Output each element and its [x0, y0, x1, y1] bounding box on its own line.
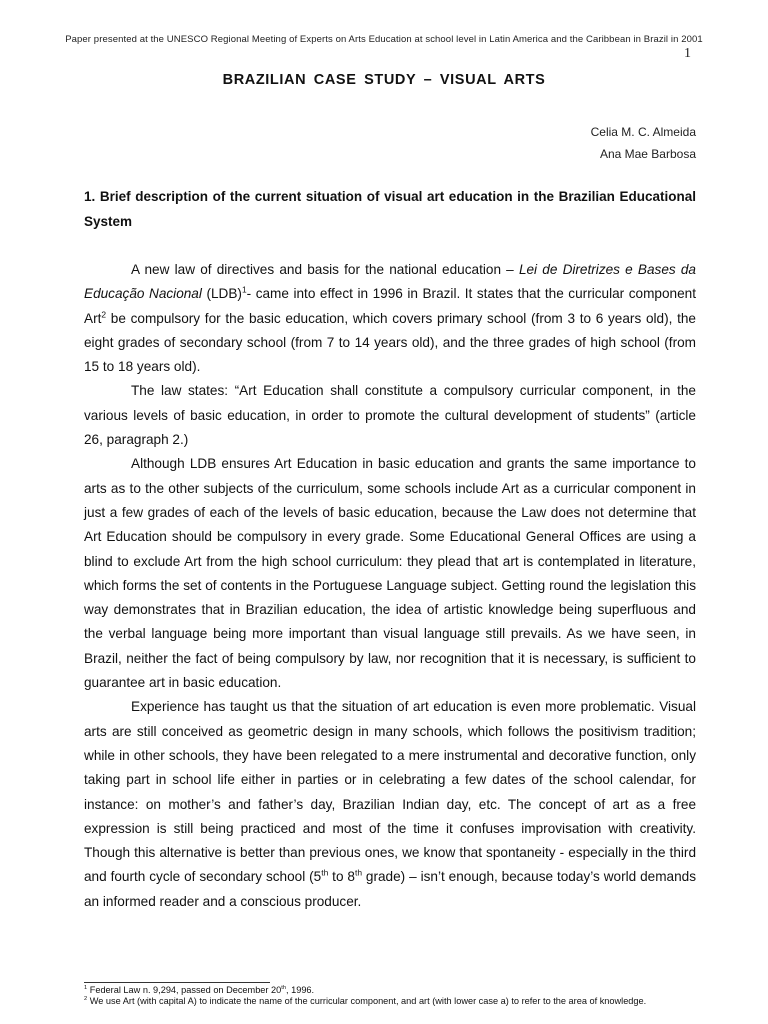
ordinal-suffix: th	[354, 867, 363, 878]
footnote-divider	[84, 982, 270, 983]
paragraph-text: - came into effect in 1996 in Brazil. It states that the curricular component Art	[84, 286, 696, 326]
footnote-mark: 2	[84, 995, 88, 1002]
paragraph	[84, 695, 696, 914]
author-name: Ana Mae Barbosa	[599, 147, 696, 161]
footnote-text: , 1996.	[286, 985, 315, 995]
footnote-text: Federal Law n. 9,294, passed on December 20	[87, 985, 282, 995]
ordinal-suffix: th	[281, 984, 286, 991]
author-name: Celia M. C. Almeida	[590, 125, 696, 139]
footnote-ref[interactable]: 2	[101, 309, 107, 320]
body-text	[84, 258, 696, 914]
page-title: BRAZILIAN CASE STUDY – VISUAL ARTS	[222, 72, 546, 88]
ordinal-suffix: th	[321, 867, 329, 878]
authors	[591, 121, 696, 165]
paragraph-text: Experience has taught us that the situation of art education is even more problematic. Visual arts are still conceived as geometric design in many schools, which follows the positivism tradition; while in other schools, they have been relegated to a mere instrumental and decorative function, only taking part in school life either in parties or in celebrating a few dates of the school calendar, for instance: on mother’s and father’s day, Brazilian Indian day, etc. The concept of art as a free expression is still being practiced and most of the time it confuses improvisation with creativity. Though this alternative is better than previous ones, we know that spontaneity - especially in the third and fourth cycle of secondary school (5	[84, 699, 696, 885]
section-heading: 1. Brief description of the current situation of visual art education in the Brazilian Educational System	[84, 189, 696, 229]
footnote-text: We use Art (with capital A) to indicate the name of the curricular component, and art (with lower case a) to refer to the area of knowledge.	[87, 995, 647, 1006]
footnote	[84, 996, 696, 1007]
footnote-mark: 1	[84, 984, 88, 991]
paragraph	[84, 258, 696, 379]
footnote	[84, 985, 696, 996]
header-note: Paper presented at the UNESCO Regional Meeting of Experts on Arts Education at school level in Latin America and the Caribbean in Brazil in 2001	[65, 34, 703, 45]
paragraph-text: A new law of directives and basis for the national education –	[131, 262, 519, 277]
page-number: 1	[684, 46, 691, 61]
footnote-ref[interactable]: 1	[241, 284, 247, 295]
paragraph-text: to 8	[328, 869, 355, 885]
law-name: Lei de Diretrizes e Bases da Educação Nacional	[84, 262, 696, 302]
paragraph-text: (LDB)	[201, 286, 242, 302]
footnotes	[84, 985, 696, 1006]
paragraph: Although LDB ensures Art Education in basic education and grants the same importance to arts as to the other subjects of the curriculum, some schools include Art as a curricular component in just a few grades of each of the levels of basic education, because the Law does not determine that Art Education should be compulsory in every grade. Some Educational General Offices are using a blind to exclude Art from the high school curriculum: they plead that art is contemplated in literature, which forms the set of contents in the Portuguese Language subject. Getting round the legislation this way demonstrates that in Brazilian education, the idea of artistic knowledge being superfluous and the verbal language being more important than visual language still prevails. As we have seen, in Brazil, neither the fact of being compulsory by law, nor recognition that it is necessary, is sufficient to guarantee art in basic education.	[84, 456, 696, 691]
paragraph-text: grade) – isn’t enough, because today’s world demands an informed reader and a conscious producer.	[84, 869, 696, 909]
paragraph-text: be compulsory for the basic education, which covers primary school (from 3 to 6 years old), the eight grades of secondary school (from 7 to 14 years old), and the three grades of high school (from 15 to 18 years old).	[84, 310, 696, 375]
paragraph: The law states: “Art Education shall constitute a compulsory curricular component, in the various levels of basic education, in order to promote the cultural development of students” (article 26, paragraph 2.)	[84, 383, 696, 448]
